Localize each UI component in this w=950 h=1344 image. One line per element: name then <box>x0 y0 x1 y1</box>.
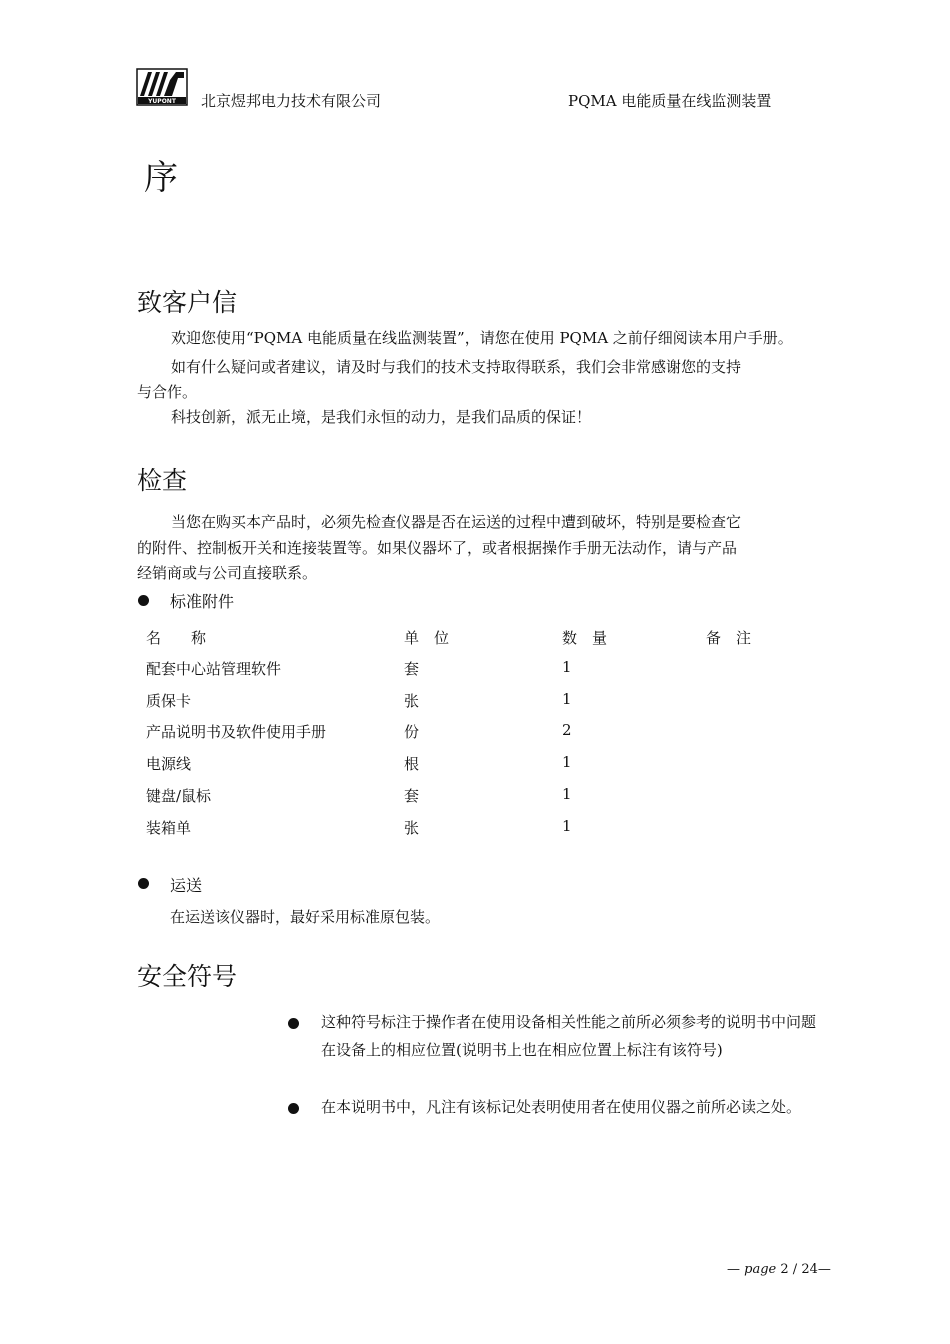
table-cell-name: 装箱单 <box>146 819 192 837</box>
footer-total-pages: 24 <box>801 1262 818 1277</box>
customer-para-2-cont: 与合作。 <box>137 383 198 401</box>
table-cell-qty: 1 <box>562 658 572 676</box>
table-cell-unit: 张 <box>404 692 420 710</box>
shipping-label: 运送 <box>170 876 203 895</box>
table-cell-name: 配套中心站管理软件 <box>146 660 282 678</box>
table-cell-name: 产品说明书及软件使用手册 <box>146 723 327 741</box>
bullet-shipping <box>138 878 149 889</box>
table-cell-unit: 根 <box>404 755 420 773</box>
heading-customer-letter: 致客户信 <box>137 288 238 317</box>
customer-para-2: 如有什么疑问或者建议，请及时与我们的技术支持取得联系，我们会非常感谢您的支持 <box>171 358 742 376</box>
table-cell-unit: 套 <box>404 787 420 805</box>
safety-item-2: 在本说明书中，凡注有该标记处表明使用者在使用仪器之前所必读之处。 <box>321 1098 802 1116</box>
table-header-note: 备 注 <box>706 629 752 647</box>
table-cell-name: 键盘/鼠标 <box>146 787 212 805</box>
company-logo <box>136 68 188 106</box>
table-cell-unit: 份 <box>404 723 420 741</box>
table-cell-qty: 1 <box>562 817 572 835</box>
table-header-name: 名 称 <box>146 629 207 647</box>
header-company-name: 北京煜邦电力技术有限公司 <box>201 92 382 110</box>
table-cell-qty: 1 <box>562 690 572 708</box>
table-cell-name: 电源线 <box>146 755 192 773</box>
footer-page-word: page <box>744 1262 777 1277</box>
bullet-safety-2 <box>288 1103 299 1114</box>
page-title: 序 <box>144 158 178 198</box>
customer-para-3: 科技创新，派无止境，是我们永恒的动力，是我们品质的保证！ <box>171 408 592 426</box>
header-product-name: PQMA 电能质量在线监测装置 <box>568 92 772 110</box>
table-cell-unit: 张 <box>404 819 420 837</box>
bullet-safety-1 <box>288 1018 299 1029</box>
heading-check: 检查 <box>137 466 188 495</box>
table-cell-name: 质保卡 <box>146 692 192 710</box>
table-cell-unit: 套 <box>404 660 420 678</box>
bullet-accessories <box>138 595 149 606</box>
table-header-unit: 单 位 <box>404 629 450 647</box>
accessories-label: 标准附件 <box>170 592 235 611</box>
heading-safety-symbols: 安全符号 <box>137 962 238 991</box>
table-cell-qty: 1 <box>562 785 572 803</box>
table-cell-qty: 1 <box>562 753 572 771</box>
check-line-2: 的附件、控制板开关和连接装置等。如果仪器坏了，或者根据操作手册无法动作，请与产品 <box>137 539 738 557</box>
customer-para-1: 欢迎您使用“PQMA 电能质量在线监测装置”，请您在使用 PQMA 之前仔细阅读本用户手册。 <box>171 329 793 347</box>
page-footer <box>727 1262 831 1277</box>
footer-dash-left: — <box>727 1262 740 1277</box>
safety-item-1: 这种符号标注于操作者在使用设备相关性能之前所必须参考的说明书中问题在设备上的相应位置(说明书上也在相应位置上标注有该符号) <box>321 1013 817 1059</box>
check-line-3: 经销商或与公司直接联系。 <box>137 564 318 582</box>
shipping-text: 在运送该仪器时，最好采用标准原包装。 <box>170 908 441 926</box>
table-header-qty: 数 量 <box>562 629 608 647</box>
footer-dash-right: — <box>817 1262 831 1277</box>
footer-current-page: 2 <box>780 1262 789 1277</box>
footer-separator: / <box>792 1262 798 1277</box>
check-line-1: 当您在购买本产品时，必须先检查仪器是否在运送的过程中遭到破坏，特别是要检查它 <box>171 513 742 531</box>
svg-text:YUPONT: YUPONT <box>148 98 176 105</box>
table-cell-qty: 2 <box>562 721 572 739</box>
